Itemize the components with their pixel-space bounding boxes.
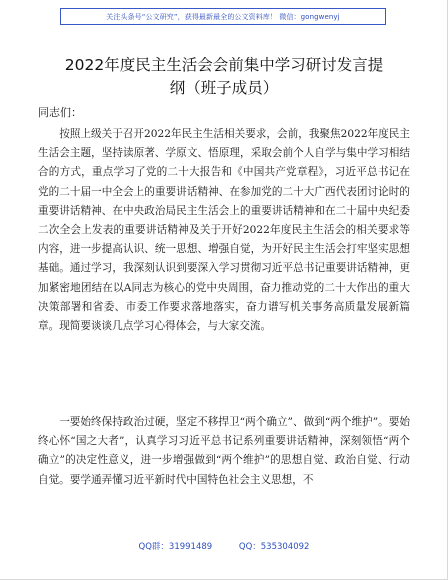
promo-banner-text: 关注头条号“公文研究”，获得最新最全的公文资料库！ 微信：gongwenyj: [106, 12, 340, 21]
document-title: [30, 54, 418, 100]
salutation: 同志们：: [38, 106, 82, 119]
contact-footer: [0, 540, 448, 552]
body-paragraph-1-block: [38, 125, 410, 336]
body-paragraph-2: 一要始终保持政治过硬，坚定不移捍卫“两个确立”、做到“两个维护”。要始终心怀“国之大者”，认真学习习近平总书记系列重要讲话精神，深刻领悟“两个确立”的决定性意义，进一步增强做到“两个维护”的思想自觉、政治自觉、行动自觉。要学通弄懂习近平新时代中国特色社会主义思想，不: [38, 416, 410, 486]
document-title-line2: 纲（班子成员）: [169, 79, 279, 97]
body-paragraph-2-block: [38, 413, 410, 525]
document-title-line1: 2022年度民主生活会会前集中学习研讨发言提: [64, 56, 384, 74]
footer-qq: QQ：535304092: [238, 542, 310, 552]
promo-banner: [60, 8, 386, 25]
body-paragraph-1: 按照上级关于召开2022年民主生活相关要求，会前，我聚焦2022年度民主生活会主题，坚持读原著、学原文、悟原理，采取会前个人自学与集中学习相结合的方式，重点学习了党的二十大报告和《中国共产党章程》，习近平总书记在党的二十届一中全会上的重要讲话精神、在参加党的二十大广西代表团讨论时的重要讲话精神、在中央政治局民主生活会上的重要讲话精神和在二十届中央纪委二次全会上发表的重要讲话精神及关于开好2022年度民主生活会的相关要求等内容，进一步提高认识、统一思想、增强自觉，为开好民主生活会打牢坚实思想基础。通过学习，我深刻认识到要深入学习贯彻习近平总书记重要讲话精神，更加紧密地团结在以A同志为核心的党中央周围，奋力推动党的二十大作出的重大决策部署和省委、市委工作要求落地落实，奋力谱写机关事务高质量发展新篇章。现简要谈谈几点学习心得体会，与大家交流。: [38, 128, 410, 333]
footer-qq-group: QQ群：31991489: [138, 542, 213, 552]
